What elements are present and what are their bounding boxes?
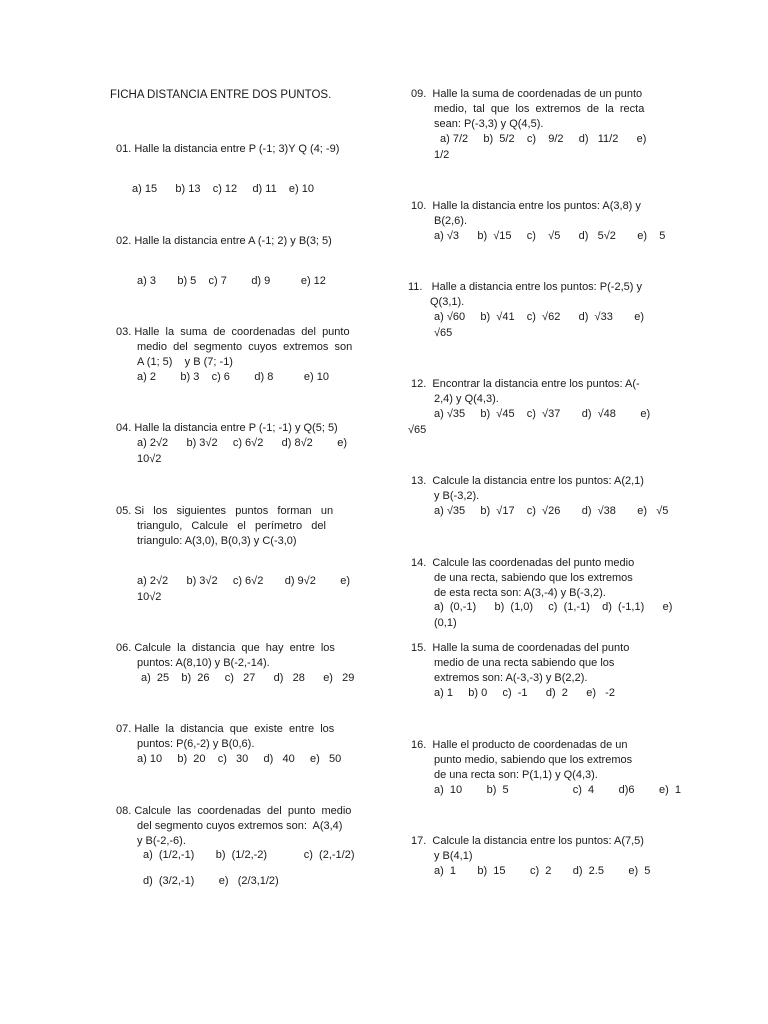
- question-12-options-line2: √65: [408, 424, 427, 436]
- question-17-text-line2: y B(4,1): [434, 850, 473, 862]
- question-14-text-line3: de esta recta son: A(3,-4) y B(-3,2).: [434, 587, 606, 599]
- question-12-options: a) √35 b) √45 c) √37 d) √48 e): [434, 408, 651, 420]
- question-17-options: a) 1 b) 15 c) 2 d) 2.5 e) 5: [434, 865, 651, 877]
- question-03-text-line2: medio del segmento cuyos extremos son: [137, 341, 353, 353]
- question-16-text: 16. Halle el producto de coordenadas de un: [411, 739, 628, 751]
- question-09-options-line2: 1/2: [434, 149, 450, 161]
- question-14-options-line2: (0,1): [434, 617, 457, 629]
- question-16-text-line3: de una recta son: P(1,1) y Q(4,3).: [434, 769, 598, 781]
- question-07-options: a) 10 b) 20 c) 30 d) 40 e) 50: [137, 753, 342, 765]
- question-17-text: 17. Calcule la distancia entre los puntos: A(7,5): [411, 835, 644, 847]
- question-11-text: 11. Halle a distancia entre los puntos: P(-2,5) y: [408, 281, 642, 293]
- question-09-text-line3: sean: P(-3,3) y Q(4,5).: [434, 118, 544, 130]
- question-10-text-line2: B(2,6).: [434, 215, 468, 227]
- question-15-text: 15. Halle la suma de coordenadas del punto: [411, 642, 630, 654]
- question-09-text: 09. Halle la suma de coordenadas de un punto: [411, 88, 643, 100]
- question-13-options: a) √35 b) √17 c) √26 d) √38 e) √5: [434, 505, 669, 517]
- question-14-text: 14. Calcule las coordenadas del punto medio: [411, 557, 635, 569]
- question-02-options: a) 3 b) 5 c) 7 d) 9 e) 12: [137, 275, 326, 287]
- question-06-options: a) 25 b) 26 c) 27 d) 28 e) 29: [141, 672, 355, 684]
- question-05-options-line2: 10√2: [137, 591, 162, 603]
- question-07-text: 07. Halle la distancia que existe entre los: [116, 723, 335, 735]
- question-13-text: 13. Calcule la distancia entre los puntos: A(2,1): [411, 475, 644, 487]
- question-08-text: 08. Calcule las coordenadas del punto medio: [116, 805, 352, 817]
- question-05-text-line2: triangulo, Calcule el perímetro del: [137, 520, 326, 532]
- question-10-options: a) √3 b) √15 c) √5 d) 5√2 e) 5: [434, 230, 666, 242]
- question-06-text-line2: puntos: A(8,10) y B(-2,-14).: [137, 657, 270, 669]
- question-11-options-line2: √65: [434, 327, 453, 339]
- question-05-text: 05. Si los siguientes puntos forman un: [116, 505, 334, 517]
- question-01-text: 01. Halle la distancia entre P (-1; 3)Y Q (4; -9): [116, 143, 340, 155]
- question-04-options-line2: 10√2: [137, 453, 162, 465]
- question-16-options: a) 10 b) 5 c) 4 d)6 e) 1: [434, 784, 681, 796]
- question-15-options: a) 1 b) 0 c) -1 d) 2 e) -2: [434, 687, 615, 699]
- question-03-options: a) 2 b) 3 c) 6 d) 8 e) 10: [137, 371, 329, 383]
- question-14-options: a) (0,-1) b) (1,0) c) (1,-1) d) (-1,1) e): [434, 601, 673, 613]
- question-16-text-line2: punto medio, sabiendo que los extremos: [434, 754, 633, 766]
- question-08-text-line3: y B(-2,-6).: [137, 835, 186, 847]
- question-05-options: a) 2√2 b) 3√2 c) 6√2 d) 9√2 e): [137, 575, 351, 587]
- question-06-text: 06. Calcule la distancia que hay entre los: [116, 642, 335, 654]
- question-04-text: 04. Halle la distancia entre P (-1; -1) y Q(5; 5): [116, 422, 338, 434]
- question-09-text-line2: medio, tal que los extremos de la recta: [434, 103, 645, 115]
- question-12-text-line2: 2,4) y Q(4,3).: [434, 393, 499, 405]
- question-08-text-line2: del segmento cuyos extremos son: A(3,4): [137, 820, 343, 832]
- question-04-options: a) 2√2 b) 3√2 c) 6√2 d) 8√2 e): [137, 437, 348, 449]
- question-15-text-line3: extremos son: A(-3,-3) y B(2,2).: [434, 672, 588, 684]
- question-08-options: a) (1/2,-1) b) (1/2,-2) c) (2,-1/2): [143, 849, 355, 861]
- question-11-text-line2: Q(3,1).: [430, 296, 465, 308]
- question-03-text: 03. Halle la suma de coordenadas del punto: [116, 326, 350, 338]
- question-02-text: 02. Halle la distancia entre A (-1; 2) y B(3; 5): [116, 235, 332, 247]
- question-13-text-line2: y B(-3,2).: [434, 490, 480, 502]
- question-14-text-line2: de una recta, sabiendo que los extremos: [434, 572, 633, 584]
- question-10-text: 10. Halle la distancia entre los puntos: A(3,8) y: [411, 200, 641, 212]
- question-12-text: 12. Encontrar la distancia entre los puntos: A(-: [411, 378, 640, 390]
- question-11-options: a) √60 b) √41 c) √62 d) √33 e): [434, 311, 645, 323]
- question-08-options-line2: d) (3/2,-1) e) (2/3,1/2): [143, 875, 279, 887]
- question-03-text-line3: A (1; 5) y B (7; -1): [137, 356, 233, 368]
- page-title: FICHA DISTANCIA ENTRE DOS PUNTOS.: [110, 89, 332, 101]
- question-09-options: a) 7/2 b) 5/2 c) 9/2 d) 11/2 e): [440, 133, 647, 145]
- question-01-options: a) 15 b) 13 c) 12 d) 11 e) 10: [132, 183, 314, 195]
- question-07-text-line2: puntos: P(6,-2) y B(0,6).: [137, 738, 255, 750]
- question-05-text-line3: triangulo: A(3,0), B(0,3) y C(-3,0): [137, 535, 297, 547]
- question-15-text-line2: medio de una recta sabiendo que los: [434, 657, 615, 669]
